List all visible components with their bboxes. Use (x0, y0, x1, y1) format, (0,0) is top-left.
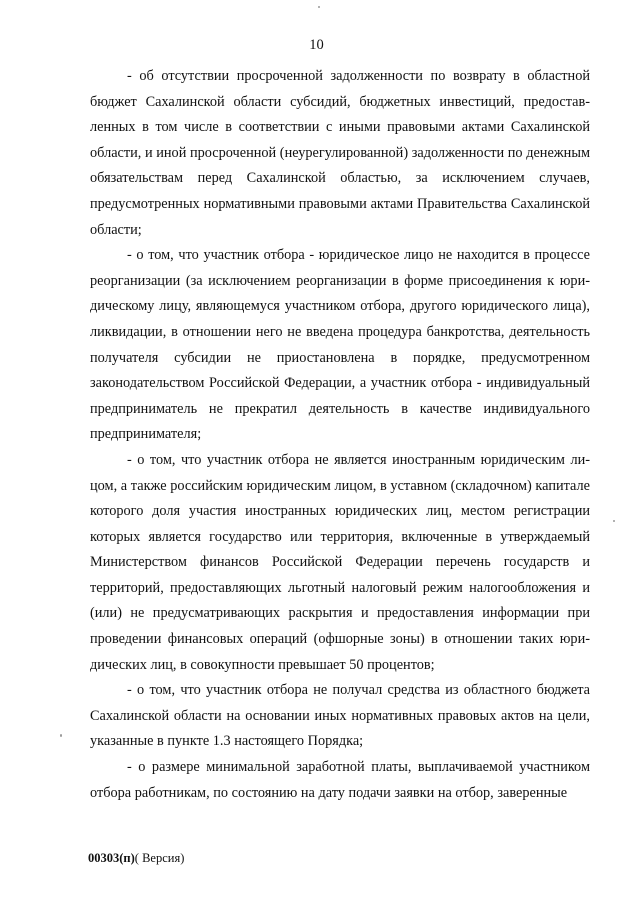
document-version: ( Версия) (134, 851, 185, 865)
paragraph: - о том, что участник отбора не получал средства из областного бюджета Сахалинской области на основании иных нормативных правовых актов на цели, указанные в пункте 1.3 настоящего Порядка; (90, 682, 590, 750)
page-number: 10 (309, 37, 324, 53)
scan-speck (60, 734, 62, 737)
paragraph: - об отсутствии просроченной задолженности по возврату в областной бюджет Сахалинской области субсидий, бюджетных инвестиций, предоставленных в том числе в соответствии с иными правовыми актами Сахалинской области, и иной просроченной (неурегулированной) задолженности по денежным обязательствам перед Сахалинской областью, за исключением случаев, предусмотренных нормативными правовыми актами Правительства Сахалинской области; (90, 68, 590, 238)
paragraph: - о том, что участник отбора - юридическое лицо не находится в процессе реорганизации (за исключением реорганизации в форме присоединения к юридическому лицу, являющемуся участником отбора, другого юридического лица), ликвидации, в отношении него не введена процедура банкротства, деятельность получателя субсидии не приостановлена в порядке, предусмотренном законодательством Российской Федерации, а участник отбора - индивидуальный предприниматель не прекратил деятельность в качестве индивидуального предпринимателя; (90, 247, 590, 443)
document-body (90, 64, 590, 806)
paragraph: - о размере минимальной заработной платы, выплачиваемой участником отбора работникам, по состоянию на дату подачи заявки на отбор, заверенные (90, 759, 590, 801)
scan-speck (613, 520, 615, 522)
document-code: 00303(п) (88, 851, 135, 865)
page-footer (88, 850, 184, 866)
paragraph: - о том, что участник отбора не является иностранным юридическим лицом, а также российским юридическим лицом, в уставном (складочном) капитале которого доля участия иностранных юридических лиц, местом регистрации которых является государство или территория, включенные в утверждаемый Министерством финансов Российской Федерации перечень государств и территорий, предоставляющих льготный налоговый режим налогообложения и (или) не предусматривающих раскрытия и предоставления информации при проведении финансовых операций (офшорные зоны) в отношении таких юридических лиц, в совокупности превышает 50 процентов; (90, 451, 590, 673)
scan-speck (318, 6, 320, 8)
